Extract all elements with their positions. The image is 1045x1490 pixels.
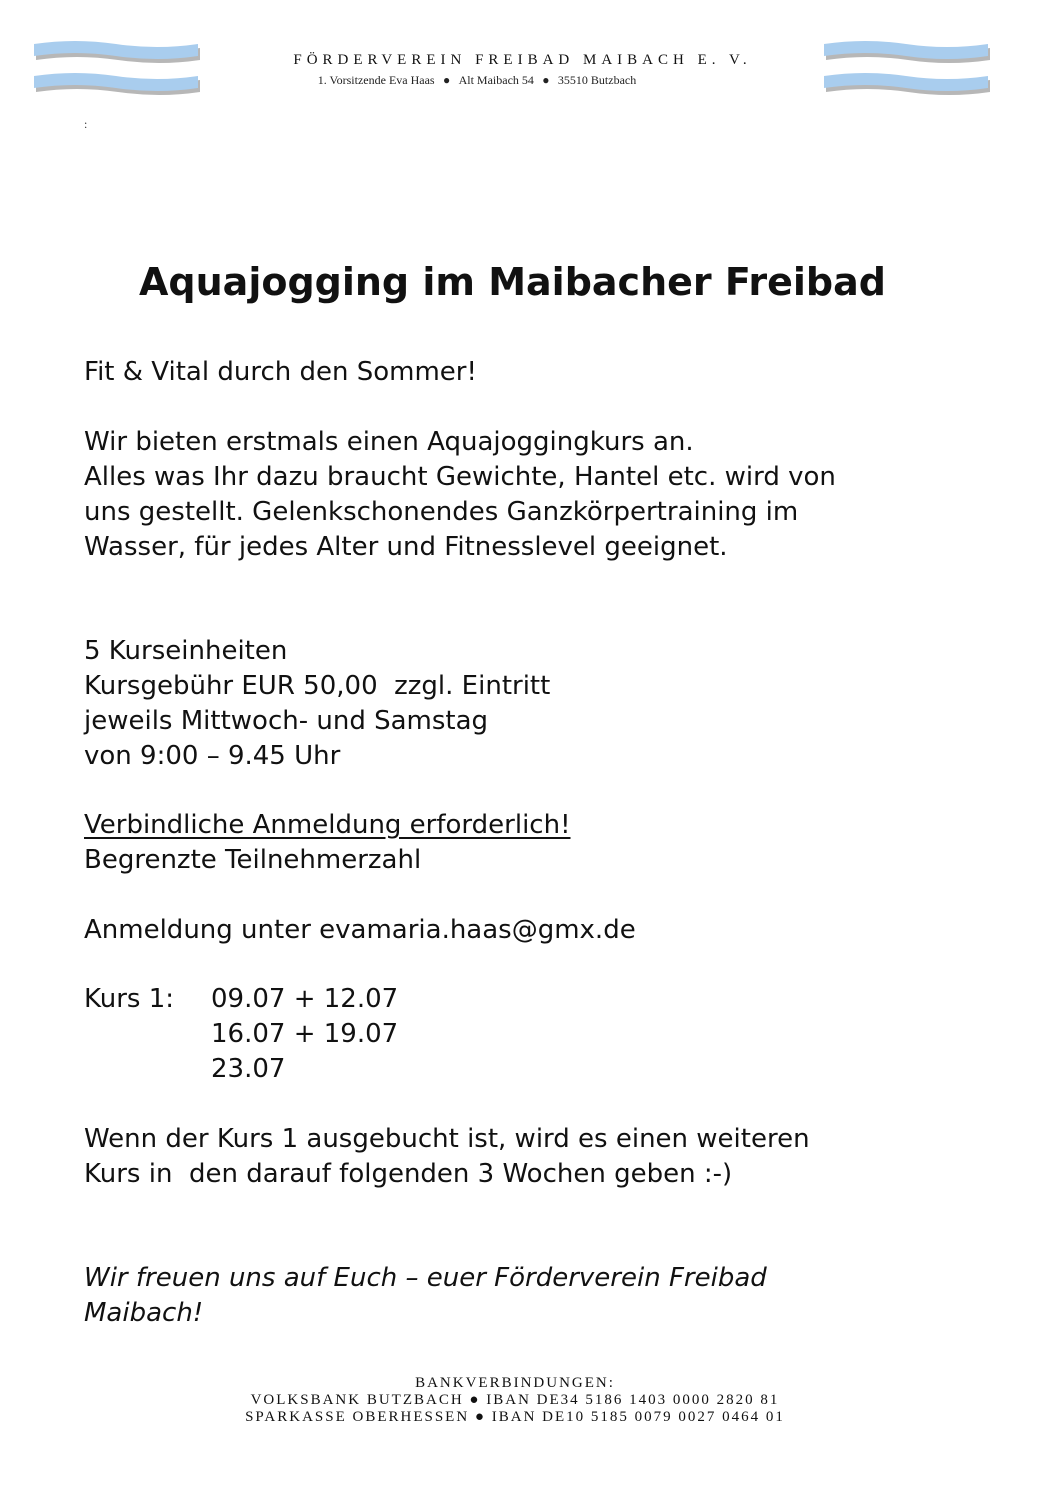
intro-line: Wasser, für jedes Alter und Fitnesslevel geeignet. bbox=[84, 532, 728, 562]
org-name: FÖRDERVEREIN FREIBAD MAIBACH E. V. bbox=[293, 52, 752, 68]
tagline-block bbox=[84, 355, 984, 390]
closing-line: Maibach! bbox=[84, 1298, 204, 1328]
registration-contact: Anmeldung unter evamaria.haas@gmx.de bbox=[84, 915, 636, 945]
page-title: Aquajogging im Maibacher Freibad bbox=[139, 260, 886, 304]
followup-line: Kurs in den darauf folgenden 3 Wochen geben :-) bbox=[84, 1159, 733, 1189]
details-block bbox=[84, 634, 984, 774]
bank-footer bbox=[0, 1375, 1030, 1426]
course-date-line: 09.07 + 12.07 bbox=[211, 984, 399, 1014]
colon-mark: : bbox=[84, 117, 88, 131]
intro-line: uns gestellt. Gelenkschonendes Ganzkörpertraining im bbox=[84, 497, 799, 527]
course-dates bbox=[211, 982, 398, 1087]
course-date-line: 16.07 + 19.07 bbox=[211, 1019, 399, 1049]
course-date-line: 23.07 bbox=[211, 1054, 286, 1084]
intro-line: Wir bieten erstmals einen Aquajoggingkurs an. bbox=[84, 427, 694, 457]
footer-bank-1: VOLKSBANK BUTZBACH ● IBAN DE34 5186 1403 0000 2820 81 bbox=[250, 1392, 780, 1408]
footer-heading: BANKVERBINDUNGEN: bbox=[415, 1375, 615, 1391]
wave-logo-left-icon bbox=[32, 40, 204, 104]
separator-dot: ● bbox=[442, 73, 451, 87]
limited-participants: Begrenzte Teilnehmerzahl bbox=[84, 845, 422, 875]
course-label: Kurs 1: bbox=[84, 984, 175, 1014]
street-address: Alt Maibach 54 bbox=[458, 73, 534, 87]
registration-required: Verbindliche Anmeldung erforderlich! bbox=[84, 810, 571, 840]
followup-block bbox=[84, 1122, 984, 1192]
registration-block bbox=[84, 808, 984, 878]
contact-block bbox=[84, 913, 984, 948]
followup-line: Wenn der Kurs 1 ausgebucht ist, wird es einen weiteren bbox=[84, 1124, 810, 1154]
closing-line: Wir freuen uns auf Euch – euer Förderverein Freibad bbox=[84, 1263, 767, 1293]
detail-line: Kursgebühr EUR 50,00 zzgl. Eintritt bbox=[84, 671, 551, 701]
detail-line: jeweils Mittwoch- und Samstag bbox=[84, 706, 489, 736]
city-address: 35510 Butzbach bbox=[557, 73, 637, 87]
intro-line: Alles was Ihr dazu braucht Gewichte, Hantel etc. wird von bbox=[84, 462, 836, 492]
org-address bbox=[0, 73, 954, 88]
detail-line: von 9:00 – 9.45 Uhr bbox=[84, 741, 341, 771]
wave-logo-right-icon bbox=[822, 40, 994, 104]
intro-block bbox=[84, 425, 984, 565]
footer-bank-2: SPARKASSE OBERHESSEN ● IBAN DE10 5185 0079 0027 0464 01 bbox=[245, 1409, 785, 1425]
separator-dot: ● bbox=[542, 73, 550, 87]
closing-block bbox=[84, 1261, 984, 1331]
tagline: Fit & Vital durch den Sommer! bbox=[84, 357, 477, 387]
detail-line: 5 Kurseinheiten bbox=[84, 636, 288, 666]
chair-name: 1. Vorsitzende Eva Haas bbox=[317, 73, 435, 87]
